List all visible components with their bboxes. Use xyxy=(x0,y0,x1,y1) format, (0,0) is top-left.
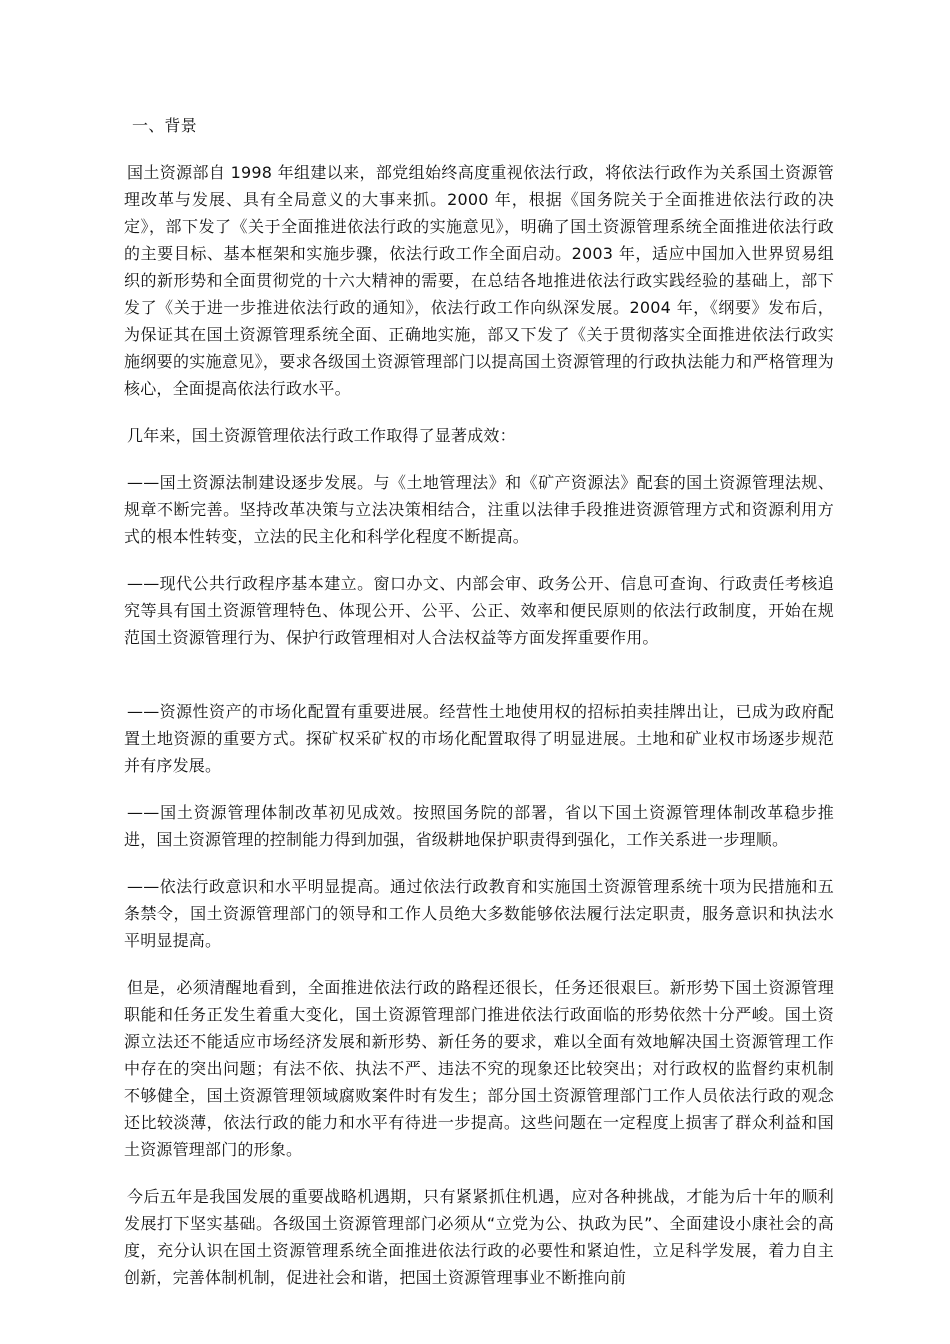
paragraph-challenges: 但是，必须清醒地看到，全面推进依法行政的路程还很长，任务还很艰巨。新形势下国土资源管理职能和任务正发生着重大变化，国土资源管理部门推进依法行政面临的形势依然十分严峻。国土资源立法还不能适应市场经济发展和新形势、新任务的要求，难以全面有效地解决国土资源管理工作中存在的突出问题；有法不依、执法不严、违法不究的现象还比较突出；对行政权的监督约束机制不够健全，国土资源管理领域腐败案件时有发生；部分国土资源管理部门工作人员依法行政的观念还比较淡薄，依法行政的能力和水平有待进一步提高。这些问题在一定程度上损害了群众利益和国土资源管理部门的形象。 xyxy=(124,978,834,1159)
document-body xyxy=(124,112,834,1311)
paragraph-legal-system: ——国土资源法制建设逐步发展。与《土地管理法》和《矿产资源法》配套的国土资源管理法规、规章不断完善。坚持改革决策与立法决策相结合，注重以法律手段推进资源管理方式和资源利用方式的根本性转变，立法的民主化和科学化程度不断提高。 xyxy=(124,473,834,546)
paragraph-awareness: ——依法行政意识和水平明显提高。通过依法行政教育和实施国土资源管理系统十项为民措施和五条禁令，国土资源管理部门的领导和工作人员绝大多数能够依法履行法定职责，服务意识和执法水平明显提高。 xyxy=(124,877,834,950)
paragraph-next-five-years: 今后五年是我国发展的重要战略机遇期，只有紧紧抓住机遇，应对各种挑战，才能为后十年的顺利发展打下坚实基础。各级国土资源管理部门必须从“立党为公、执政为民”、全面建设小康社会的高度，充分认识在国土资源管理系统全面推进依法行政的必要性和紧迫性，立足科学发展，着力自主创新，完善体制机制，促进社会和谐，把国土资源管理事业不断推向前 xyxy=(124,1187,834,1287)
paragraph-admin-procedure: ——现代公共行政程序基本建立。窗口办文、内部会审、政务公开、信息可查询、行政责任考核追究等具有国土资源管理特色、体现公开、公平、公正、效率和便民原则的依法行政制度，开始在规范国土资源管理行为、保护行政管理相对人合法权益等方面发挥重要作用。 xyxy=(124,574,834,647)
paragraph-system-reform: ——国土资源管理体制改革初见成效。按照国务院的部署，省以下国土资源管理体制改革稳步推进，国土资源管理的控制能力得到加强，省级耕地保护职责得到强化，工作关系进一步理顺。 xyxy=(124,803,834,849)
paragraph-market-allocation: ——资源性资产的市场化配置有重要进展。经营性土地使用权的招标拍卖挂牌出让，已成为政府配置土地资源的重要方式。探矿权采矿权的市场化配置取得了明显进展。土地和矿业权市场逐步规范并有序发展。 xyxy=(124,702,834,775)
section-heading: 一、背景 xyxy=(132,116,197,135)
paragraph-achievements-intro: 几年来，国土资源管理依法行政工作取得了显著成效： xyxy=(127,426,516,445)
paragraph-background: 国土资源部自 1998 年组建以来，部党组始终高度重视依法行政，将依法行政作为关系国土资源管理改革与发展、具有全局意义的大事来抓。2000 年，根据《国务院关于全面推进依法行政的决定》，部下发了《关于全面推进依法行政的实施意见》，明确了国土资源管理系统全面推进依法行政的主要目标、基本框架和实施步骤，依法行政工作全面启动。2003 年，适应中国加入世界贸易组织的新形势和全面贯彻党的十六大精神的需要，在总结各地推进依法行政实践经验的基础上，部下发了《关于进一步推进依法行政的通知》，依法行政工作向纵深发展。2004 年，《纲要》发布后，为保证其在国土资源管理系统全面、正确地实施，部又下发了《关于贯彻落实全面推进依法行政实施纲要的实施意见》，要求各级国土资源管理部门以提高国土资源管理的行政执法能力和严格管理为核心，全面提高依法行政水平。 xyxy=(124,163,834,398)
